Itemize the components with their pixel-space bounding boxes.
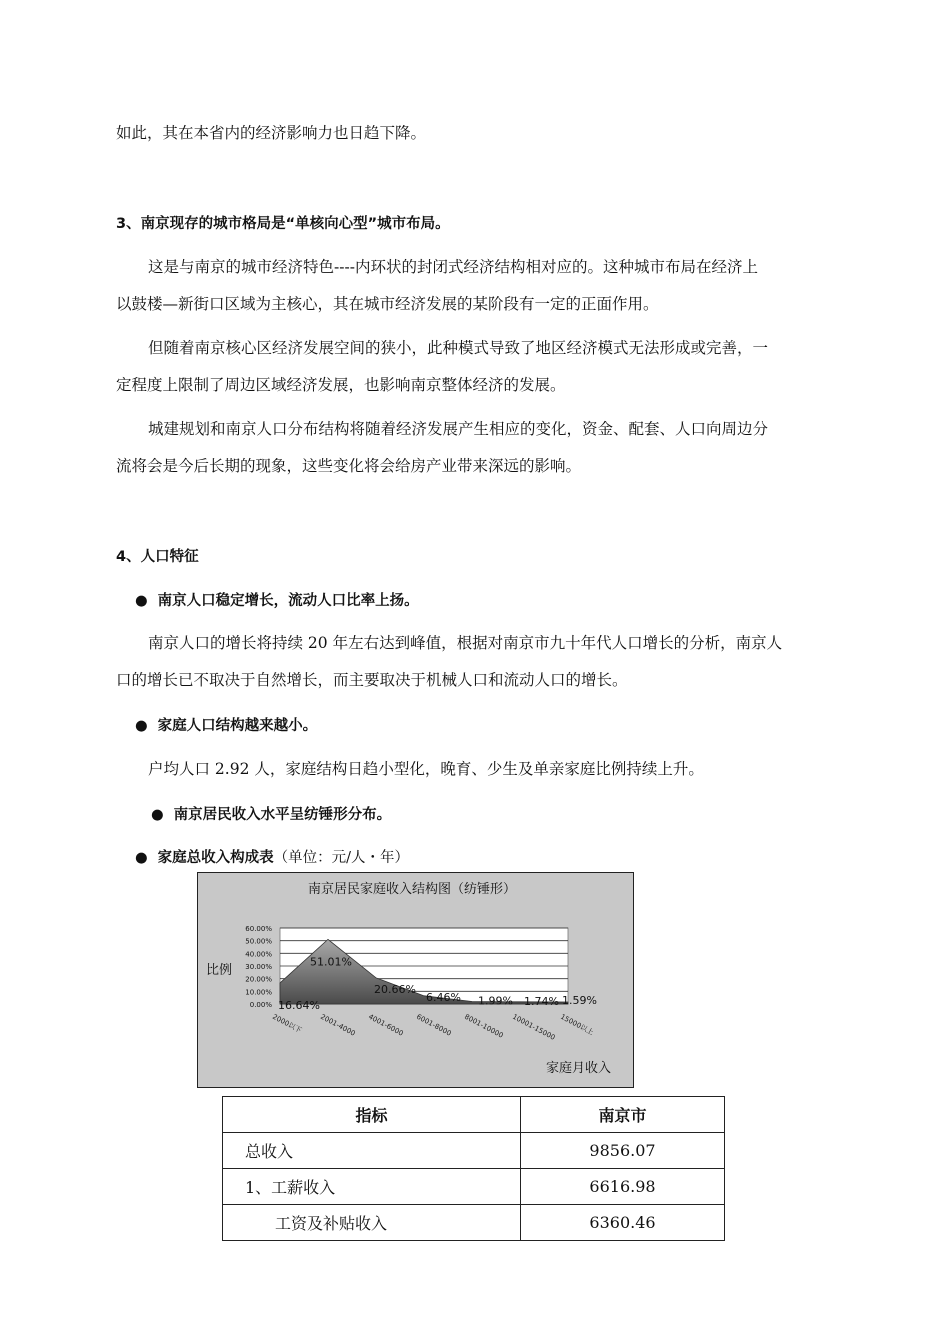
chart-title: 南京居民家庭收入结构图（纺锤形） <box>307 882 517 897</box>
y-tick-label: 60.00% <box>245 925 272 933</box>
income-table <box>222 1096 725 1241</box>
paragraph-text: 以鼓楼—新街口区域为主核心，其在城市经济发展的某阶段有一定的正面作用。 <box>116 295 659 313</box>
bullet-icon: ● <box>135 593 148 609</box>
data-label: 16.64% <box>278 998 320 1012</box>
x-tick-label: 8001-10000 <box>463 1012 505 1040</box>
y-tick-label: 20.00% <box>245 975 272 984</box>
data-label: 1.59% <box>562 993 597 1007</box>
x-tick-label: 2001-4000 <box>319 1012 357 1038</box>
paragraph-text: 南京人口的增长将持续 20 年左右达到峰值，根据对南京市九十年代人口增长的分析，南京人 <box>148 634 783 652</box>
paragraph-text: 口的增长已不取决于自然增长，而主要取决于机械人口和流动人口的增长。 <box>116 671 628 689</box>
x-tick-label: 6001-8000 <box>415 1012 453 1038</box>
table-cell-label: 工资及补贴收入 <box>223 1205 521 1241</box>
bullet-text: 家庭总收入构成表 <box>157 850 274 866</box>
y-tick-label: 0.00% <box>249 1001 272 1009</box>
x-tick-label: 10001-15000 <box>511 1012 557 1042</box>
table-cell-value: 9856.07 <box>521 1133 725 1169</box>
bullet-item <box>151 803 391 824</box>
unit-text: （单位：元/人・年） <box>273 850 410 866</box>
x-tick-label: 4001-6000 <box>367 1012 405 1038</box>
chart-svg <box>198 873 635 1089</box>
x-tick-label: 2000以下 <box>271 1012 303 1035</box>
table-cell-value: 6360.46 <box>521 1205 725 1241</box>
bullet-icon: ● <box>135 850 148 866</box>
y-tick-label: 50.00% <box>245 937 272 946</box>
bullet-item <box>135 846 409 867</box>
y-tick-label: 30.00% <box>245 963 272 971</box>
income-structure-chart <box>197 872 634 1088</box>
bullet-item <box>135 714 317 735</box>
data-label: 1.74% <box>524 994 559 1008</box>
table-cell-label: 1、工薪收入 <box>223 1169 521 1205</box>
data-label: 20.66% <box>374 982 416 996</box>
paragraph-text: 但随着南京核心区经济发展空间的狭小，此种模式导致了地区经济模式无法形成或完善，一 <box>148 339 769 357</box>
table-cell-value: 6616.98 <box>521 1169 725 1205</box>
paragraph-text: 城建规划和南京人口分布结构将随着经济发展产生相应的变化，资金、配套、人口向周边分 <box>148 420 769 438</box>
table-row <box>223 1169 725 1205</box>
table-header-row <box>223 1097 725 1133</box>
data-label: 51.01% <box>310 955 352 969</box>
section-heading-4: 4、人口特征 <box>116 549 199 565</box>
y-axis-ticks <box>245 925 272 1009</box>
x-axis-ticks <box>271 1012 595 1042</box>
bullet-icon: ● <box>135 718 148 734</box>
bullet-text: 家庭人口结构越来越小。 <box>157 718 318 734</box>
y-axis-label: 比例 <box>206 963 233 978</box>
x-tick-label: 15000以上 <box>559 1012 595 1037</box>
table-header-cell: 南京市 <box>521 1097 725 1133</box>
y-tick-label: 10.00% <box>245 988 272 997</box>
table-row <box>223 1133 725 1169</box>
table-cell-label: 总收入 <box>223 1133 521 1169</box>
paragraph-text: 户均人口 2.92 人，家庭结构日趋小型化，晚育、少生及单亲家庭比例持续上升。 <box>148 760 704 778</box>
paragraph-text: 这是与南京的城市经济特色----内环状的封闭式经济结构相对应的。这种城市布局在经济上 <box>148 258 758 276</box>
paragraph-text: 如此，其在本省内的经济影响力也日趋下降。 <box>116 124 427 142</box>
paragraph-text: 定程度上限制了周边区域经济发展，也影响南京整体经济的发展。 <box>116 376 566 394</box>
bullet-text: 南京居民收入水平呈纺锤形分布。 <box>173 807 392 823</box>
table-header-cell: 指标 <box>223 1097 521 1133</box>
bullet-item <box>135 589 419 610</box>
bullet-icon: ● <box>151 807 164 823</box>
bullet-text: 南京人口稳定增长，流动人口比率上扬。 <box>157 593 419 609</box>
data-label: 1.99% <box>478 994 513 1008</box>
x-axis-label: 家庭月收入 <box>546 1061 612 1076</box>
paragraph-text: 流将会是今后长期的现象，这些变化将会给房产业带来深远的影响。 <box>116 457 582 475</box>
data-label: 6.46% <box>426 990 461 1004</box>
y-tick-label: 40.00% <box>245 950 272 959</box>
table-row <box>223 1205 725 1241</box>
section-heading-3: 3、南京现存的城市格局是“单核向心型”城市布局。 <box>116 216 450 232</box>
